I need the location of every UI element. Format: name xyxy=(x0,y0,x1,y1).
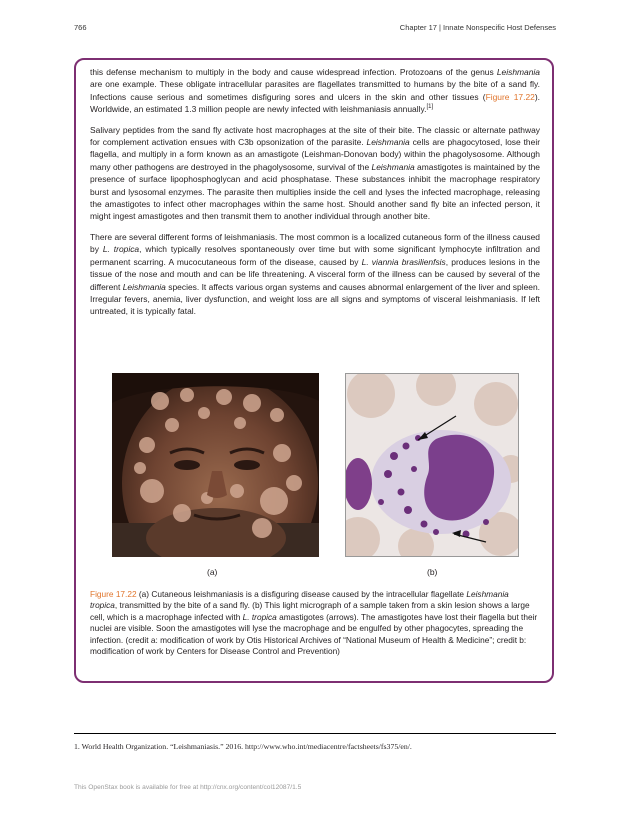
page-number: 766 xyxy=(74,23,87,32)
figure-label-a: (a) xyxy=(207,567,218,577)
footnote-ref[interactable]: [1] xyxy=(426,104,434,111)
chapter-header: Chapter 17 | Innate Nonspecific Host Defenses xyxy=(399,23,556,32)
figure-number: Figure 17.22 xyxy=(90,589,137,599)
footnote-divider xyxy=(74,733,556,734)
page-footer: This OpenStax book is available for free at http://cnx.org/content/col12087/1.5 xyxy=(74,784,302,791)
micrograph-infected-macrophage xyxy=(345,373,519,557)
footnote: 1. World Health Organization. “Leishmaniasis.” 2016. http://www.who.int/mediacentre/factsheets/fs375/en/. xyxy=(74,742,412,751)
figure-label-b: (b) xyxy=(427,567,438,577)
figure-caption: Figure 17.22 (a) Cutaneous leishmaniasis is a disfiguring disease caused by the intracellular flagellate Leishmania tropica, transmitted by the bite of a sand fly. (b) This light micrograph of a sample taken from a skin lesion shows a large cell, which is a macrophage infected with L. tropica amastigotes (arrows). The amastigotes have lost their flagella but their nuclei are visible. Soon the amastigotes will lyse the macrophage and be engulfed by other phagocytes, spreading the infection. (credit a: modification of work by Otis Historical Archives of “National Museum of Health & Medicine”; credit b: modification of work by Centers for Disease Control and Prevention) xyxy=(90,589,538,657)
figure-link[interactable]: Figure 17.22 xyxy=(485,91,535,102)
photo-face-leishmaniasis xyxy=(112,373,319,557)
paragraph-2: Salivary peptides from the sand fly activate host macrophages at the site of their bite. The classic or alternate pathway for complement activation ensues with C3b opsonization of the parasite. Leishmania cells are phagocytosed, lose their flagella, and multiply in a form known as an amastigote (Leishman-Donovan body) within the phagolysosome. Although many other pathogens are destroyed in the phagolysosome, survival of the Leishmania amastigotes is maintained by the presence of surface lipophosphoglycan and acid phosphatase. These substances inhibit the macrophage respiratory burst and lysosomal enzymes. The parasite then multiplies inside the cell and lyses the infected macrophage, releasing the amastigotes to infect other macrophages within the same host. Should another sand fly bite an infected person, it might ingest amastigotes and then transmit them to another individual through another bite. xyxy=(90,124,540,222)
paragraph-3: There are several different forms of leishmaniasis. The most common is a localized cutaneous form of the illness caused by L. tropica, which typically resolves spontaneously over time but with some significant lymphocyte infiltration and permanent scarring. A mucocutaneous form of the disease, caused by L. viannia brasilienfsis, produces lesions in the tissue of the nose and mouth and can be life threatening. A visceral form of the illness can be caused by several of the different Leishmania species. It affects various organ systems and causes abnormal enlargement of the liver and spleen. Irregular fevers, anemia, liver dysfunction, and weight loss are all signs and symptoms of visceral leishmaniasis. If left untreated, it is typically fatal. xyxy=(90,231,540,317)
paragraph-1: this defense mechanism to multiply in the body and cause widespread infection. Protozoans of the genus Leishmania are one example. These obligate intracellular parasites are flagellates transmitted to humans by the bite of a sand fly. Infections cause serious and sometimes disfiguring sores and ulcers in the skin and other tissues (Figure 17.22). Worldwide, an estimated 1.3 million people are newly infected with leishmaniasis annually.[1] xyxy=(90,67,540,115)
body-text xyxy=(90,66,540,326)
